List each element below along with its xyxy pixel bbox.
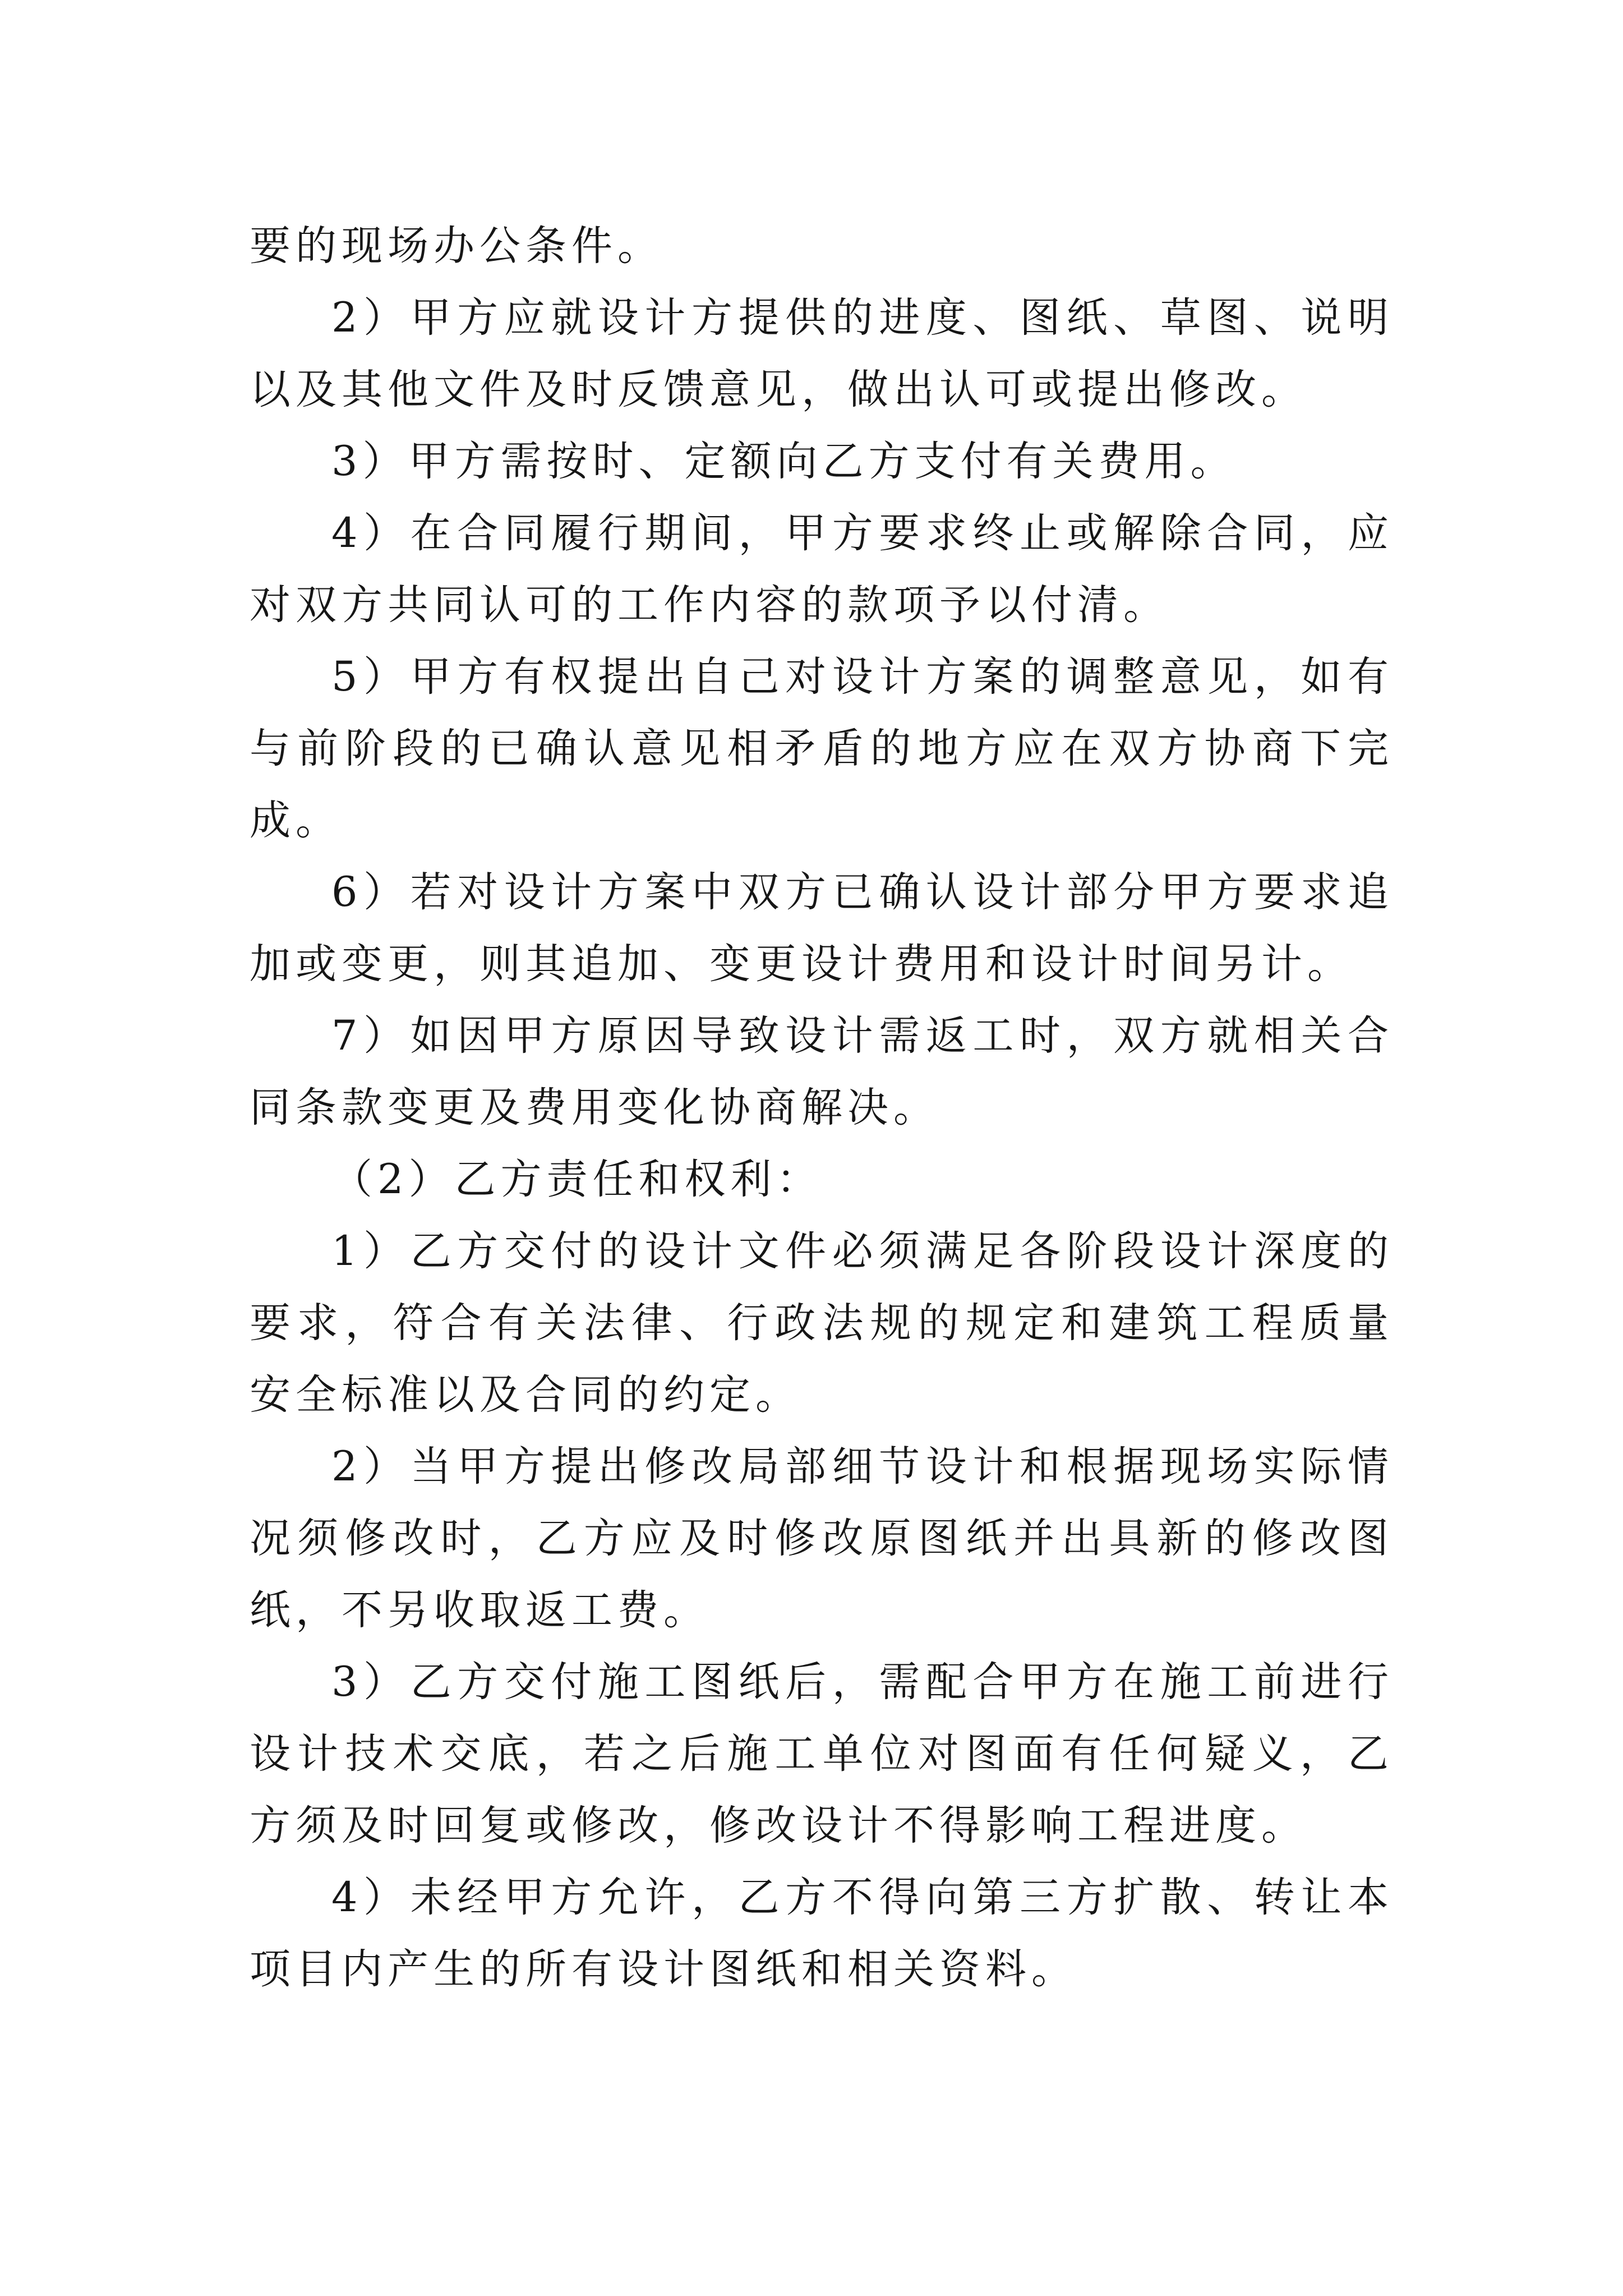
paragraph-party-a-item-5: 5）甲方有权提出自己对设计方案的调整意见，如有与前阶段的已确认意见相矛盾的地方应在双方协商下完成。 — [250, 653, 1394, 844]
paragraph-party-a-item-6: 6）若对设计方案中双方已确认设计部分甲方要求追加或变更，则其追加、变更设计费用和设计时间另计。 — [250, 868, 1394, 988]
paragraph-party-a-item-7: 7）如因甲方原因导致设计需返工时，双方就相关合同条款变更及费用变化协商解决。 — [250, 1012, 1394, 1131]
paragraph-party-a-item-4: 4）在合同履行期间，甲方要求终止或解除合同，应对双方共同认可的工作内容的款项予以付清。 — [250, 509, 1394, 629]
paragraph-party-b-item-1: 1）乙方交付的设计文件必须满足各阶段设计深度的要求，符合有关法律、行政法规的规定和建筑工程质量安全标准以及合同的约定。 — [250, 1227, 1394, 1419]
paragraph-continuation: 要的现场办公条件。 — [250, 222, 663, 270]
paragraph-party-b-item-2: 2）当甲方提出修改局部细节设计和根据现场实际情况须修改时，乙方应及时修改原图纸并出具新的修改图纸，不另收取返工费。 — [250, 1443, 1394, 1634]
section-heading-party-b: （2）乙方责任和权利： — [331, 1156, 823, 1203]
document-body — [250, 210, 1394, 2005]
paragraph-party-b-item-3: 3）乙方交付施工图纸后，需配合甲方在施工前进行设计技术交底，若之后施工单位对图面有任何疑义，乙方须及时回复或修改，修改设计不得影响工程进度。 — [250, 1658, 1394, 1849]
paragraph-party-a-item-3: 3）甲方需按时、定额向乙方支付有关费用。 — [331, 438, 1237, 485]
paragraph-party-b-item-4: 4）未经甲方允许，乙方不得向第三方扩散、转让本项目内产生的所有设计图纸和相关资料。 — [250, 1874, 1394, 1993]
paragraph-party-a-item-2: 2）甲方应就设计方提供的进度、图纸、草图、说明以及其他文件及时反馈意见，做出认可或提出修改。 — [250, 294, 1394, 413]
